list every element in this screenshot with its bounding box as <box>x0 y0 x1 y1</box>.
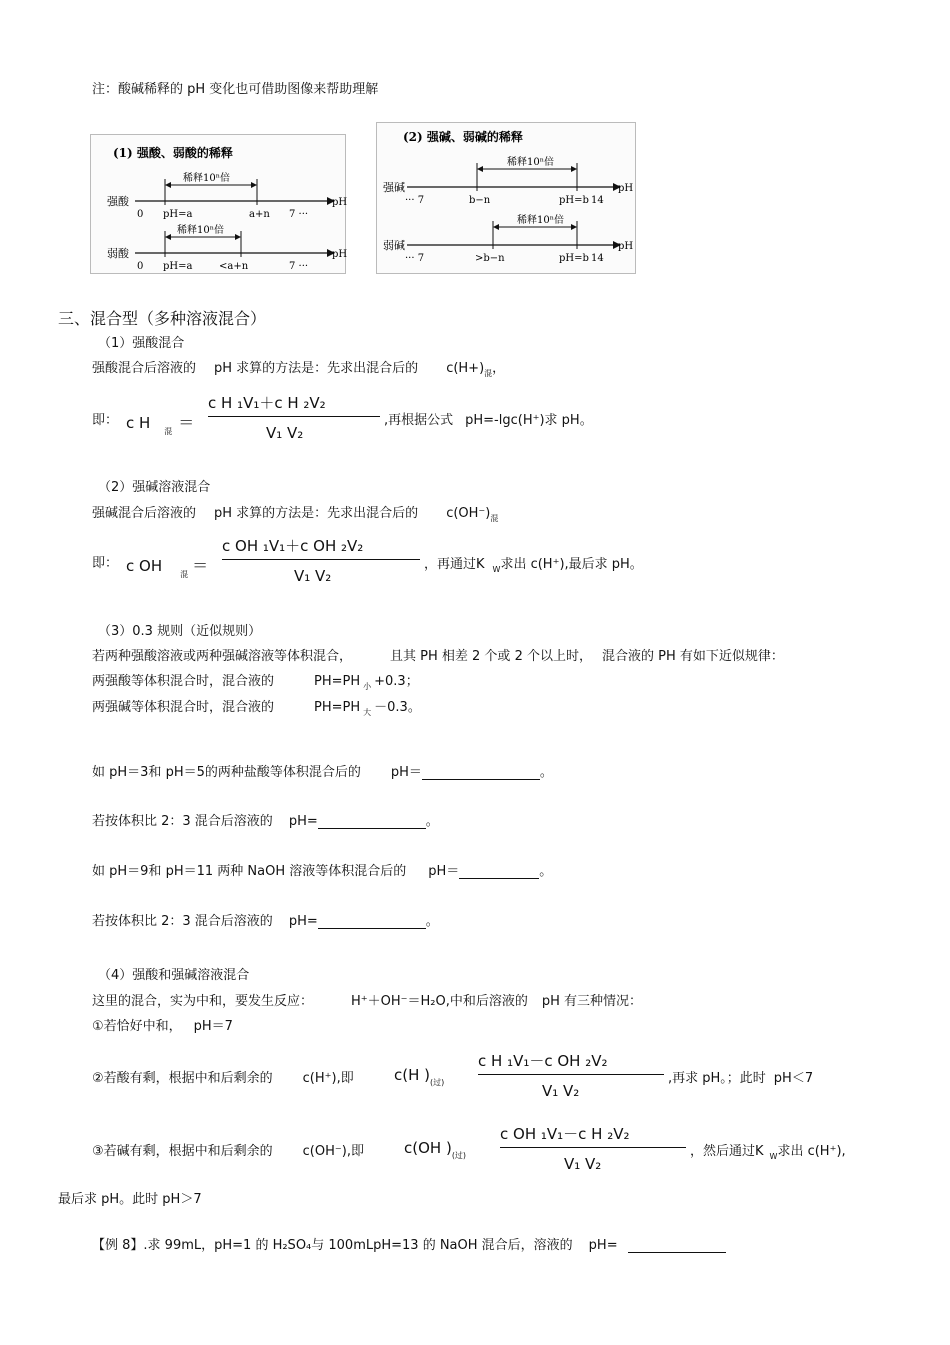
s4-case2-denominator: V₁ V₂ <box>542 1082 580 1100</box>
s4-title: （4）强酸和强碱溶液混合 <box>98 968 250 983</box>
fig2-bmn: b−n <box>469 195 491 206</box>
s4-case3-text: ③若碱有剩，根据中和后剩余的 c(OH⁻),即 <box>92 1144 364 1159</box>
fig1-title: (1) 强酸、弱酸的稀释 <box>113 146 233 160</box>
fig1-ph-label-1: pH <box>332 197 348 208</box>
fig1-pha-2: pH=a <box>163 261 193 272</box>
s1-ji: 即： <box>92 413 119 428</box>
s4-case2-numerator: c H ₁V₁－c OH ₂V₂ <box>478 1052 608 1070</box>
s2-fraction-bar <box>222 559 420 560</box>
s2-title: （2）强碱溶液混合 <box>98 480 211 495</box>
s4-case2-tail: ,再求 pH。；此时 pH＜7 <box>668 1071 814 1086</box>
s1-tail: ,再根据公式 pH=-lgc(H⁺)求 pH。 <box>384 413 593 428</box>
s4-case2-text: ②若酸有剩，根据中和后剩余的 c(H⁺),即 <box>92 1071 354 1086</box>
fig2-seven-2: ··· 7 <box>405 253 425 264</box>
fig1-seven-1: 7 ··· <box>289 209 309 220</box>
fig1-lt-apn: <a+n <box>219 261 249 272</box>
fig2-gt-bmn: >b−n <box>475 253 505 264</box>
fig2-phb-2: pH=b <box>559 253 589 264</box>
s1-desc: 强酸混合后溶液的 pH 求算的方法是：先求出混合后的 $c(H+)_混$， <box>92 361 506 378</box>
example-tag: 【例 8】 <box>92 1238 144 1253</box>
s3-title: （3）0.3 规则（近似规则） <box>98 624 262 639</box>
s2-numerator: c OH ₁V₁＋c OH ₂V₂ <box>222 537 364 555</box>
fig2-ph-label-1: pH <box>618 183 634 194</box>
s4-case1: ①若恰好中和， pH＝7 <box>92 1019 233 1034</box>
question-4: 若按体积比 2：3 混合后溶液的 pH= 。 <box>92 914 439 929</box>
s3-line3: 两强碱等体积混合时，混合液的 PH=PH $_大$ －0.3。 <box>92 700 421 717</box>
s4-case2-fraction-bar <box>478 1074 664 1075</box>
answer-blank-3[interactable] <box>459 864 539 879</box>
s3-line1: 若两种强酸溶液或两种强碱溶液等体积混合， 且其 PH 相差 2 个或 2 个以上时， 混合液的 PH 有如下近似规律： <box>92 649 784 664</box>
answer-blank-4[interactable] <box>318 914 426 929</box>
s1-title: （1）强酸混合 <box>98 336 185 351</box>
fig1-apn: a+n <box>249 209 270 220</box>
fig2-fourteen-2: 14 <box>591 253 604 264</box>
s2-desc: 强碱混合后溶液的 pH 求算的方法是：先求出混合后的 $c(OH^-)_混$ <box>92 506 499 523</box>
s2-denominator: V₁ V₂ <box>294 567 332 585</box>
s4-case2-var: c(H )$_{(过)}$ <box>394 1066 445 1087</box>
s4-case3-numerator: c OH ₁V₁－c H ₂V₂ <box>500 1125 630 1143</box>
fig2-row2-label: 弱碱 <box>383 239 405 252</box>
fig1-ph-label-2: pH <box>332 249 348 260</box>
figure-base-dilution <box>376 122 636 274</box>
fig1-zero-1: 0 <box>137 209 144 220</box>
s3-line2: 两强酸等体积混合时，混合液的 PH=PH $_小$ +0.3； <box>92 674 419 691</box>
s4-case3-denominator: V₁ V₂ <box>564 1155 602 1173</box>
s4-case3-tail: ，然后通过K $_W$求出 c(H⁺), <box>690 1144 846 1161</box>
figure-acid-dilution <box>90 134 346 274</box>
fig1-zero-2: 0 <box>137 261 144 272</box>
fig2-fourteen-1: 14 <box>591 195 604 206</box>
s1-numerator: c H ₁V₁＋c H ₂V₂ <box>208 394 326 412</box>
s4-case3-var: c(OH )$_{(过)}$ <box>404 1139 467 1160</box>
fig2-ph-label-2: pH <box>618 241 634 252</box>
example-answer-blank[interactable] <box>628 1238 726 1253</box>
fig1-pha-1: pH=a <box>163 209 193 220</box>
fig2-title: (2) 强碱、弱碱的稀释 <box>403 130 523 144</box>
fig2-dilute-1: 稀释10ⁿ倍 <box>507 157 555 168</box>
fig2-row1-label: 强碱 <box>383 181 405 194</box>
base-dilution-diagram <box>377 123 635 273</box>
fig2-seven-1: ··· 7 <box>405 195 425 206</box>
note-text: 注：酸碱稀释的 pH 变化也可借助图像来帮助理解 <box>92 82 379 97</box>
fig1-dilute-1: 稀释10ⁿ倍 <box>183 173 231 184</box>
s2-tail: ，再通过K $_W$求出 c(H⁺),最后求 pH。 <box>424 557 643 574</box>
answer-blank-1[interactable] <box>422 765 540 780</box>
answer-blank-2[interactable] <box>318 814 426 829</box>
s4-case3-line2: 最后求 pH。此时 pH＞7 <box>58 1192 202 1207</box>
s1-lhs: c H $_混$ ＝ <box>126 413 195 436</box>
s2-ji: 即： <box>92 556 119 571</box>
question-3: 如 pH＝9和 pH＝11 两种 NaOH 溶液等体积混合后的 pH＝ 。 <box>92 864 553 879</box>
acid-dilution-diagram <box>91 135 348 273</box>
s2-lhs: c OH $_混$ ＝ <box>126 556 209 579</box>
s1-fraction-bar <box>208 416 380 417</box>
section-heading: 三、混合型（多种溶液混合） <box>58 309 267 328</box>
fig1-seven-2: 7 ··· <box>289 261 309 272</box>
s4-line1: 这里的混合，实为中和，要发生反应： H⁺＋OH⁻＝H₂O,中和后溶液的 pH 有三种情况： <box>92 994 643 1009</box>
s4-case3-fraction-bar <box>500 1147 686 1148</box>
s1-denominator: V₁ V₂ <box>266 424 304 442</box>
example-8: 【例 8】.求 99mL，pH=1 的 H₂SO₄与 100mLpH=13 的 NaOH 混合后，溶液的 pH= <box>92 1234 726 1253</box>
fig1-row1-label: 强酸 <box>107 195 129 208</box>
fig2-phb-1: pH=b <box>559 195 589 206</box>
fig2-dilute-2: 稀释10ⁿ倍 <box>517 215 565 226</box>
question-2: 若按体积比 2：3 混合后溶液的 pH= 。 <box>92 814 439 829</box>
fig1-row2-label: 弱酸 <box>107 247 129 260</box>
fig1-dilute-2: 稀释10ⁿ倍 <box>177 225 225 236</box>
question-1: 如 pH＝3和 pH＝5的两种盐酸等体积混合后的 pH＝ 。 <box>92 765 553 780</box>
